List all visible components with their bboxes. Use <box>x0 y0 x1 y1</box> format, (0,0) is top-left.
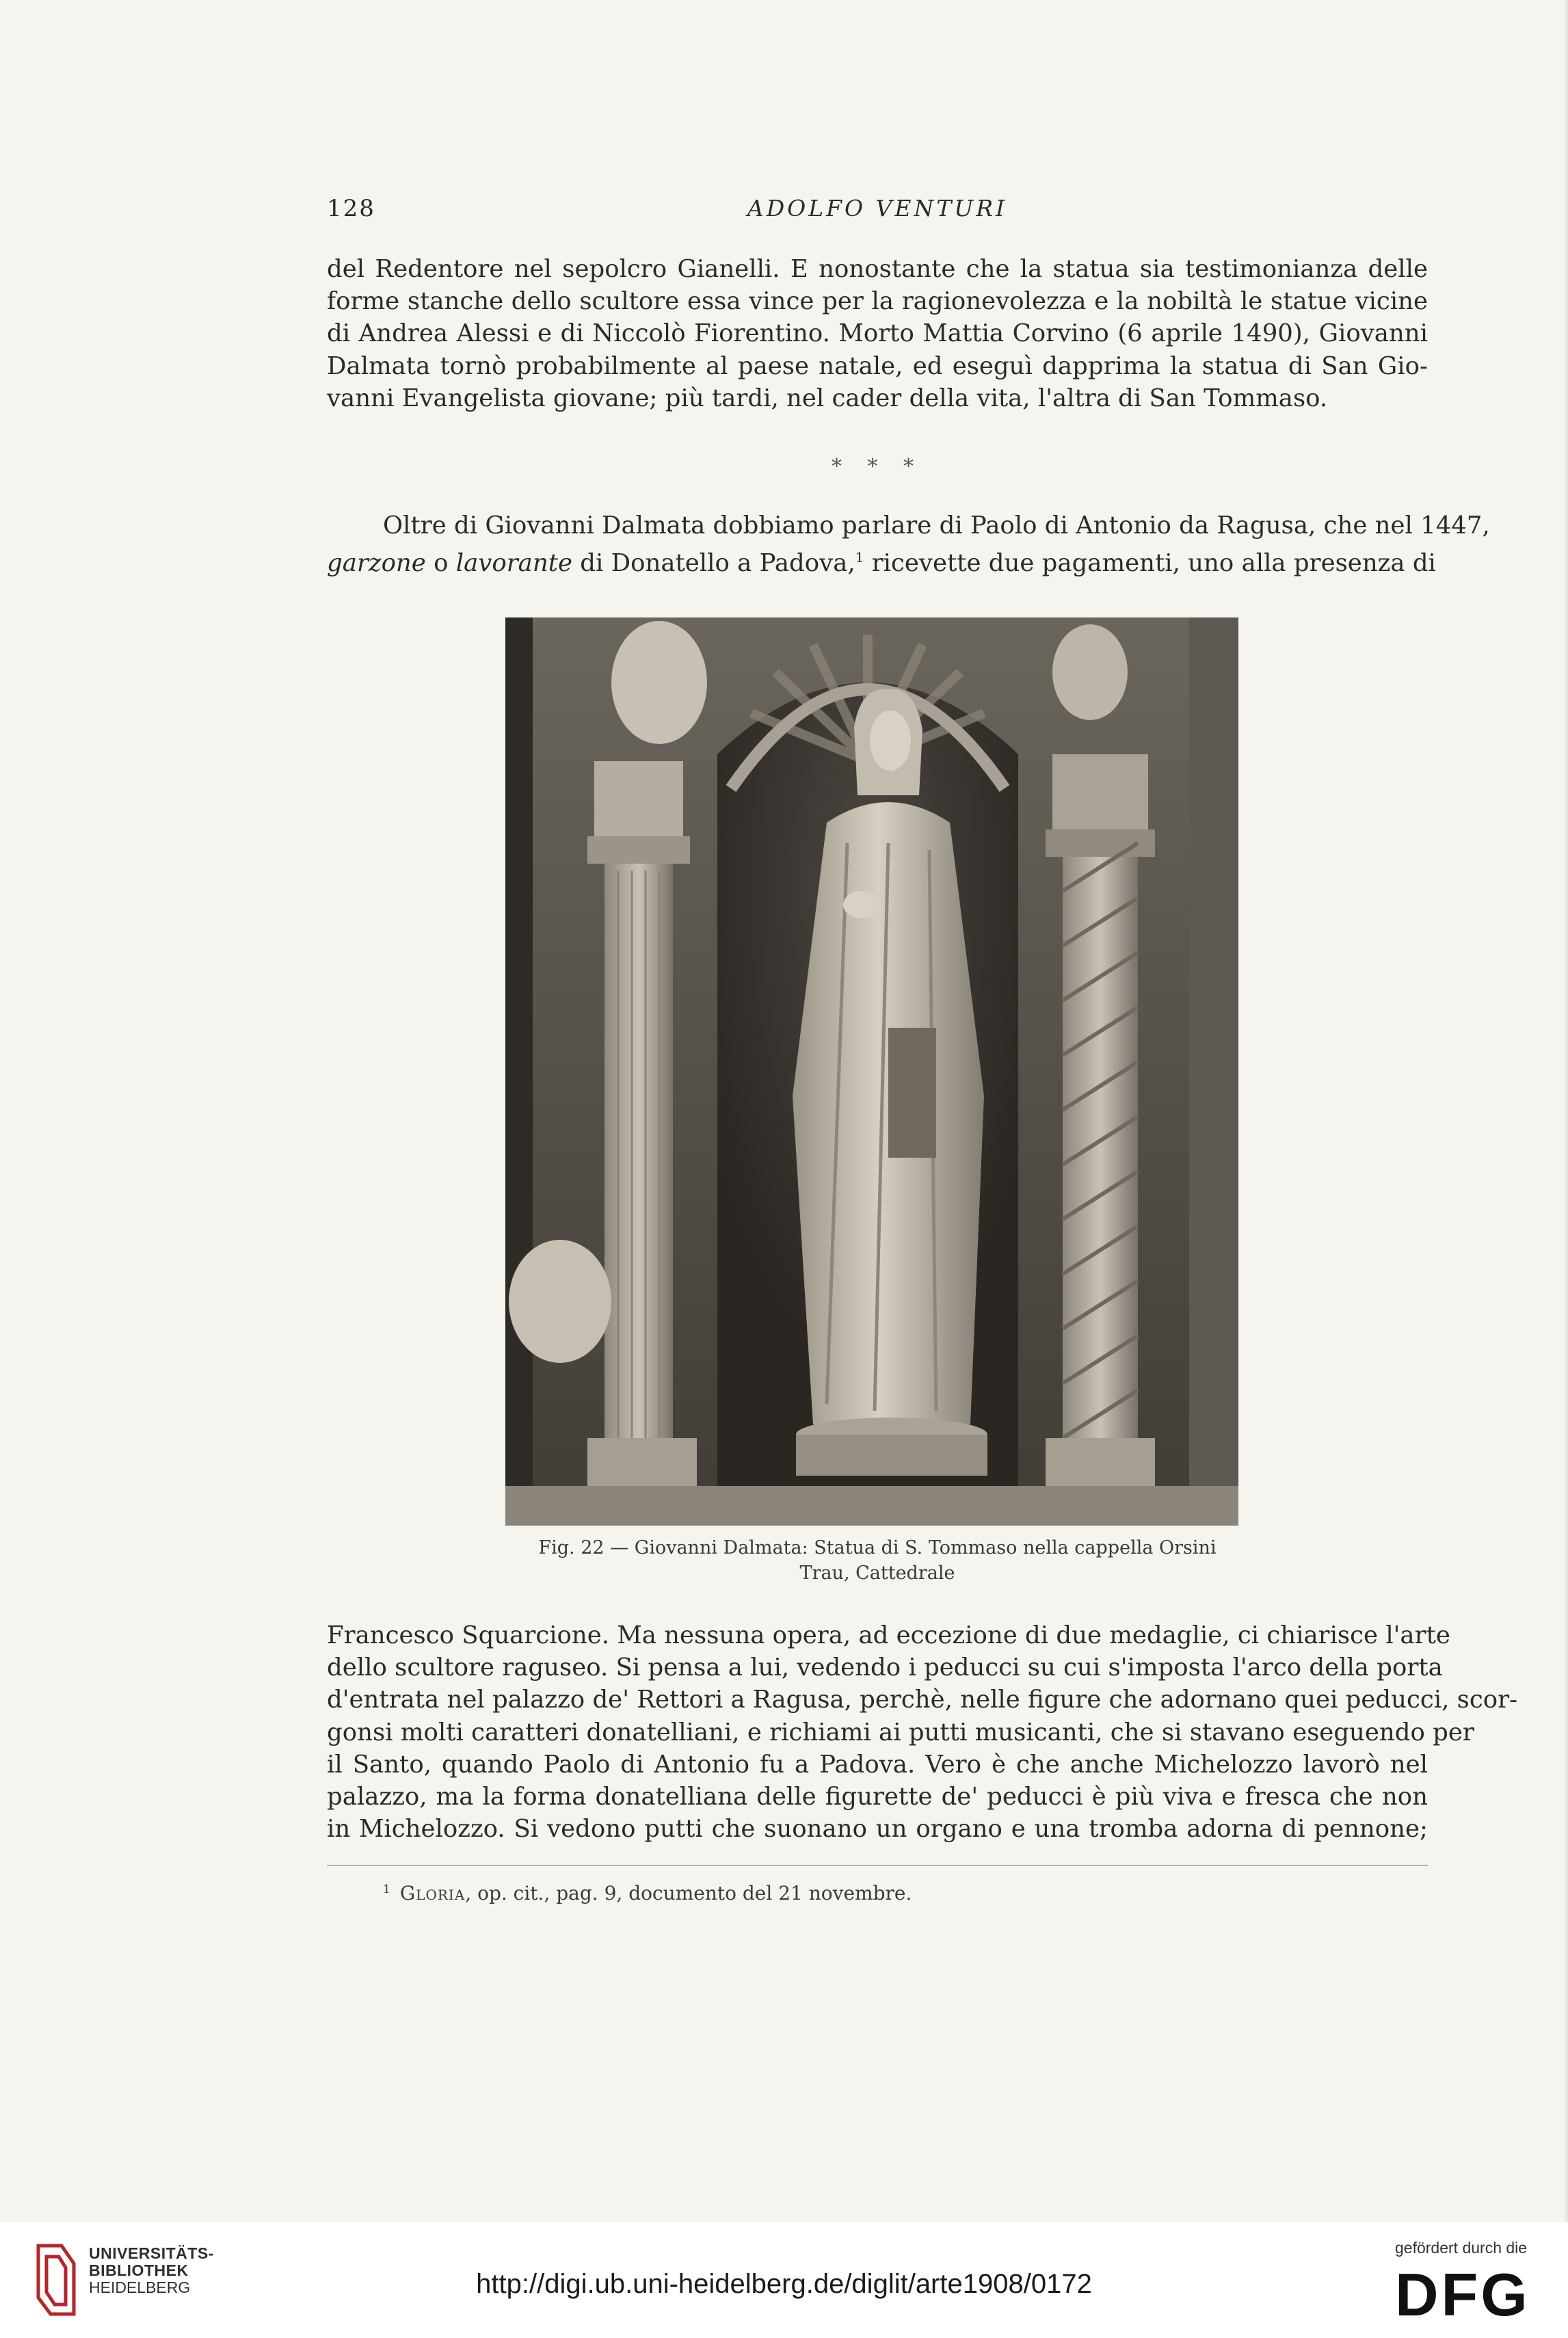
text-line: Dalmata tornò probabilmente al paese natale, ed eseguì dapprima la statua di San Gio- <box>327 351 1428 380</box>
text-line: dello scultore raguseo. Si pensa a lui, vedendo i peducci su cui s'imposta l'arco della porta <box>327 1653 1443 1682</box>
footnote-reference[interactable]: 1 <box>855 549 864 566</box>
figure-statue-photograph <box>505 617 1238 1526</box>
footnote <box>383 1882 912 1904</box>
library-line: BIBLIOTHEK <box>89 2261 189 2279</box>
italic-term-garzone: garzone <box>327 549 426 578</box>
running-head <box>327 195 1428 236</box>
statue-photo-illustration <box>505 617 1238 1526</box>
footnote-mark: 1 <box>383 1882 390 1896</box>
text-line: forme stanche dello scultore essa vince per la ragionevolezza e la nobiltà le statue vicine <box>327 287 1428 316</box>
text-line: di Andrea Alessi e di Niccolò Fiorentino. Morto Mattia Corvino (6 aprile 1490), Giovanni <box>327 319 1428 348</box>
running-title: ADOLFO VENTURI <box>747 195 1008 222</box>
footnote-text: , op. cit., pag. 9, documento del 21 novembre. <box>465 1882 912 1904</box>
library-line: UNIVERSITÄTS- <box>89 2244 214 2262</box>
permalink-url[interactable]: http://digi.ub.uni-heidelberg.de/diglit/arte1908/0172 <box>476 2269 1092 2299</box>
text-line: gonsi molti caratteri donatelliani, e richiami ai putti musicanti, che si stavano eseguendo per <box>327 1718 1474 1746</box>
caption-line: Fig. 22 — Giovanni Dalmata: Statua di S. Tommaso nella cappella Orsini <box>538 1537 1217 1558</box>
text-line: d'entrata nel palazzo de' Rettori a Ragusa, perchè, nelle figure che adornano quei peducci, scor- <box>327 1686 1518 1714</box>
text-run: o <box>425 549 456 578</box>
paragraph-2 <box>327 509 1490 579</box>
figure-caption <box>327 1535 1428 1586</box>
text-line: Oltre di Giovanni Dalmata dobbiamo parlare di Paolo di Antonio da Ragusa, che nel 1447, <box>383 512 1490 540</box>
library-line: HEIDELBERG <box>89 2279 191 2296</box>
text-line: Francesco Squarcione. Ma nessuna opera, ad eccezione di due medaglie, ci chiarisce l'arte <box>327 1621 1450 1649</box>
text-run: ricevette due pagamenti, uno alla presenza di <box>864 549 1436 578</box>
text-line: vanni Evangelista giovane; più tardi, nel cader della vita, l'altra di San Tommaso. <box>327 384 1328 412</box>
text-line: in Michelozzo. Si vedono putti che suonano un organo e una tromba adorna di pennone; <box>327 1815 1428 1844</box>
paragraph-1 <box>327 253 1428 414</box>
text-line <box>327 542 1436 579</box>
page-number: 128 <box>327 195 375 222</box>
text-line: palazzo, ma la forma donatelliana delle figurette de' peducci è più viva e fresca che non <box>327 1783 1428 1811</box>
text-run: di Donatello a Padova, <box>572 549 855 578</box>
paragraph-3 <box>327 1619 1518 1845</box>
text-line: del Redentore nel sepolcro Gianelli. E nonostante che la statua sia testimonianza delle <box>327 255 1428 283</box>
section-break: * * * <box>831 455 924 479</box>
funding-label: gefördert durch die <box>1395 2239 1528 2257</box>
text-line: il Santo, quando Paolo di Antonio fu a Padova. Vero è che anche Michelozzo lavorò nel <box>327 1750 1428 1779</box>
caption-line: Trau, Cattedrale <box>799 1563 955 1584</box>
scan-edge-shadow <box>1564 0 1568 2222</box>
dfg-logo: DFG <box>1395 2261 1530 2328</box>
italic-term-lavorante: lavorante <box>455 549 572 578</box>
footnote-author: Gloria <box>399 1882 466 1904</box>
